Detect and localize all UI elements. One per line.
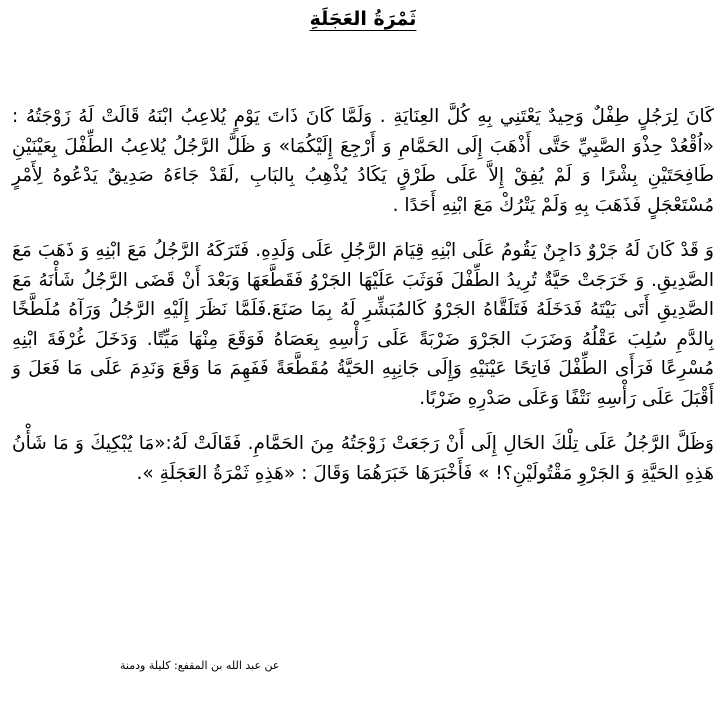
source-attribution: عن عبد الله بن المقفع: كليلة ودمنة [120, 659, 280, 672]
paragraph-1: كَانَ لِرَجُلٍ طِفْلٌ وَحِيدٌ يَعْتَنِي بِهِ كُلَّ العِنَايَةِ . وَلَمَّا كَانَ ذَاتَ يَوْمٍ يُلاعِبُ ابْنَهُ قَالَتْ لَهُ زَوْجَتُهُ : «اُقْعُدْ حِذْوَ الصَّبِيِّ حَتَّى أَذْهَبَ إِلَى الحَمَّامِ وَ أَرْجِعَ إِلَيْكُمَا» وَ ظَلَّ الرَّجُلُ يُلاعِبُ الطِّفْلَ بِعَيْنَيْنِ طَافِحَتَيْنِ بِشْرًا وَ لَمْ يُفِقْ إِلاَّ عَلَى طَرْقٍ يَكَادُ يُذْهِبُ بِالبَابِ ,لَقَدْ جَاءَهُ صَدِيقٌ يَدْعُوهُ لِأَمْرٍ مُسْتَعْجَلٍ فَذَهَبَ بِهِ وَلَمْ يَتْرُكْ مَعَ ابْنِهِ أَحَدًا . [12, 106, 714, 216]
story-body [12, 102, 714, 504]
document-title: ثَمْرَةُ العَجَلَةِ [309, 8, 417, 30]
paragraph-3: وَظَلَّ الرَّجُلُ عَلَى تِلْكَ الحَالِ إِلَى أَنْ رَجَعَتْ زَوْجَتُهُ مِنَ الحَمَّامِ. فَقَالَتْ لَهُ:«مَا يُبْكِيكَ وَ مَا شَأْنُ هَذِهِ الحَيَّةِ وَ الجَرْوِ مَقْتُولَيْنِ؟! » فَأَخْبَرَهَا خَبَرَهُمَا وَقَالَ : «هَذِهِ ثَمْرَةُ العَجَلَةِ ». [12, 433, 714, 484]
paragraph-2: وَ قَدْ كَانَ لَهُ جَرْوٌ دَاجِنٌ يَقُومُ عَلَى ابْنِهِ قِيَامَ الرَّجُلِ عَلَى وَلَدِهِ. فَتَرَكَهُ الرَّجُلُ مَعَ ابْنِهِ وَ ذَهَبَ مَعَ الصَّدِيقِ. وَ خَرَجَتْ حَيَّةٌ تُرِيدُ الطِّفْلَ فَوَثَبَ عَلَيْهَا الجَرْوُ فَقَطَّعَهَا وَبَعْدَ أَنْ قَضَى الرَّجُلُ شَأْنَهُ مَعَ الصَّدِيقِ أَتَى بَيْتَهُ فَدَخَلَهُ فَتَلَقَّاهُ الجَرْوُ كَالمُبَشِّرِ لَهُ بِمَا صَنَعَ.فَلَمَّا نَظَرَ إِلَيْهِ الرَّجُلُ وَرَآهُ مُلَطَّخًا بِالدَّمِ سُلِبَ عَقْلُهُ وَضَرَبَ الجَرْوَ ضَرْبَةً عَلَى رَأْسِهِ بِعَصَاهُ فَوَقَعَ مِنْهَا مَيِّتًا. وَدَخَلَ غُرْفَةَ ابْنِهِ مُسْرِعًا فَرَأَى الطِّفْلَ فَاتِحًا عَيْنَيْهِ وَإِلَى جَانِبِهِ الحَيَّةُ مُقَطَّعَةً فَفَهِمَ مَا وَقَعَ وَنَدِمَ عَلَى مَا فَعَلَ وَ أَقْبَلَ عَلَى رَأْسِهِ نَتْفًا وَعَلَى صَدْرِهِ ضَرْبًا. [12, 240, 714, 409]
